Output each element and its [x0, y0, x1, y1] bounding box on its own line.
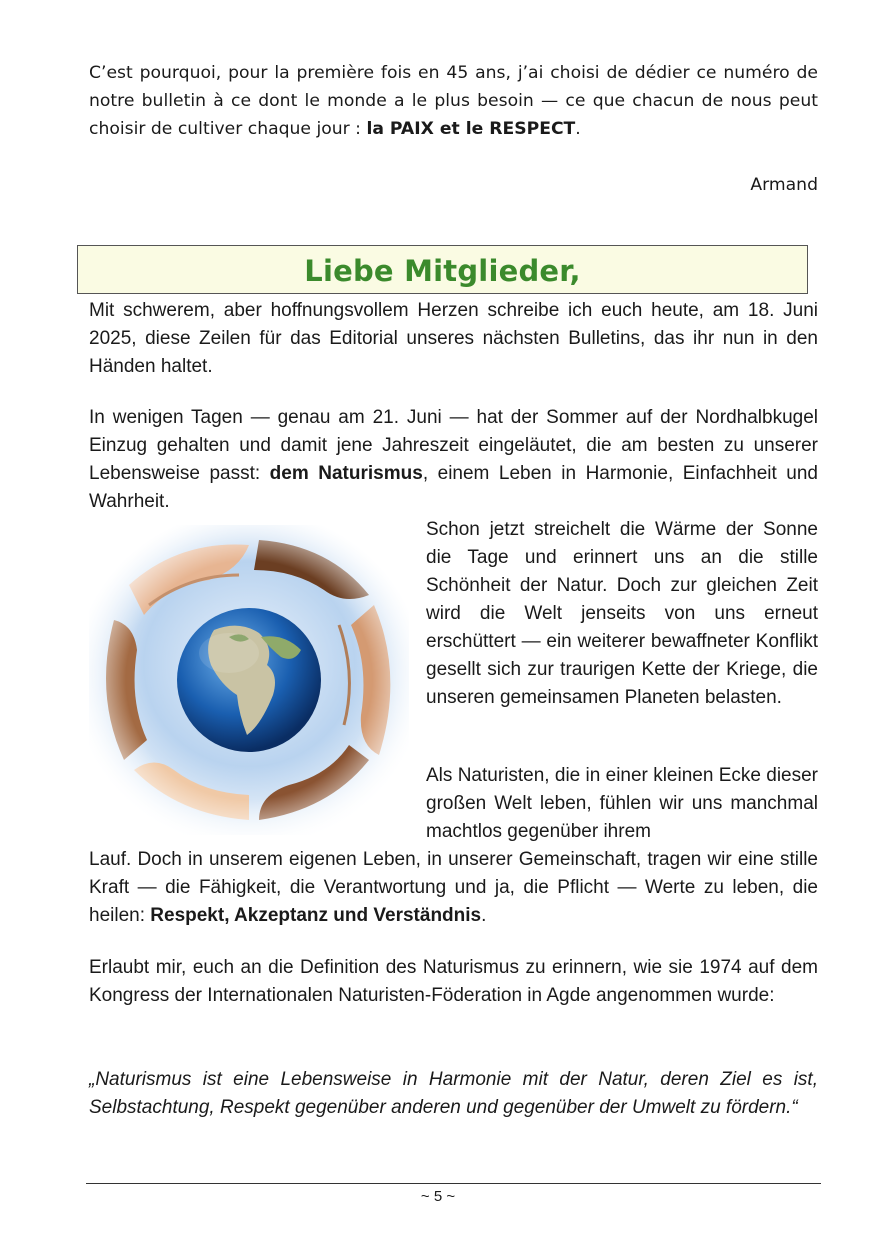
paragraph-4-rest [89, 846, 818, 930]
french-end: . [575, 119, 581, 139]
french-text: C’est pourquoi, pour la première fois en 45 ans, j’ai choisi de dédier ce numéro de notre bulletin à ce dont le monde a le plus besoin — ce que chacun de nous peut choisir de cultiver chaque jour : [89, 63, 818, 139]
paragraph-2-bold: dem Naturismus [269, 463, 423, 484]
paragraph-5: Erlaubt mir, euch an die Definition des Naturismus zu erinnern, wie sie 1974 auf dem Kongress der Internationalen Naturisten-Föderation in Agde angenommen wurde: [89, 957, 818, 1006]
french-signature: Armand [750, 175, 818, 195]
page-number: ~ 5 ~ [420, 1188, 456, 1205]
paragraph-4-float: Als Naturisten, die in einer kleinen Ecke dieser großen Welt leben, fühlen wir uns manchmal machtlos gegenüber ihrem [426, 765, 818, 842]
paragraph-4-end: . [481, 905, 487, 926]
section-title-box [77, 245, 808, 294]
french-paragraph [89, 59, 818, 143]
paragraph-2-end: , einem Leben in Harmonie, Einfachheit und Wahrheit. [89, 463, 818, 512]
hands-around-globe-image [89, 525, 409, 835]
paragraph-2-text: In wenigen Tagen — genau am 21. Juni — hat der Sommer auf der Nordhalbkugel Einzug gehalten und damit jene Jahreszeit eingeläutet, die am besten zu unserer Lebensweise passt: [89, 407, 818, 484]
footer-divider [86, 1183, 821, 1184]
paragraph-4-text: Lauf. Doch in unserem eigenen Leben, in unserer Gemeinschaft, tragen wir eine stille Kraft — die Fähigkeit, die Verantwortung und ja, die Pflicht — Werte zu leben, die heilen: [89, 849, 818, 926]
paragraph-4-bold: Respekt, Akzeptanz und Verständnis [150, 905, 482, 926]
french-bold: la PAIX et le RESPECT [366, 119, 576, 139]
paragraph-2 [89, 404, 818, 516]
definition-quote: „Naturismus ist eine Lebensweise in Harmonie mit der Natur, deren Ziel es ist, Selbstachtung, Respekt gegenüber anderen und gegenüber der Umwelt zu fördern.“ [89, 1069, 818, 1118]
paragraph-1: Mit schwerem, aber hoffnungsvollem Herzen schreibe ich euch heute, am 18. Juni 2025, diese Zeilen für das Editorial unseres nächsten Bulletins, das ihr nun in den Händen haltet. [89, 300, 818, 377]
section-title: Liebe Mitglieder, [304, 254, 581, 288]
paragraph-3: Schon jetzt streichelt die Wärme der Sonne die Tage und erinnert uns an die stille Schönheit der Natur. Doch zur gleichen Zeit wird die Welt jenseits von uns erneut erschüttert — ein weiterer bewaffneter Konflikt gesellt sich zur traurigen Kette der Kriege, die unseren gemeinsamen Planeten belasten. [426, 519, 818, 708]
